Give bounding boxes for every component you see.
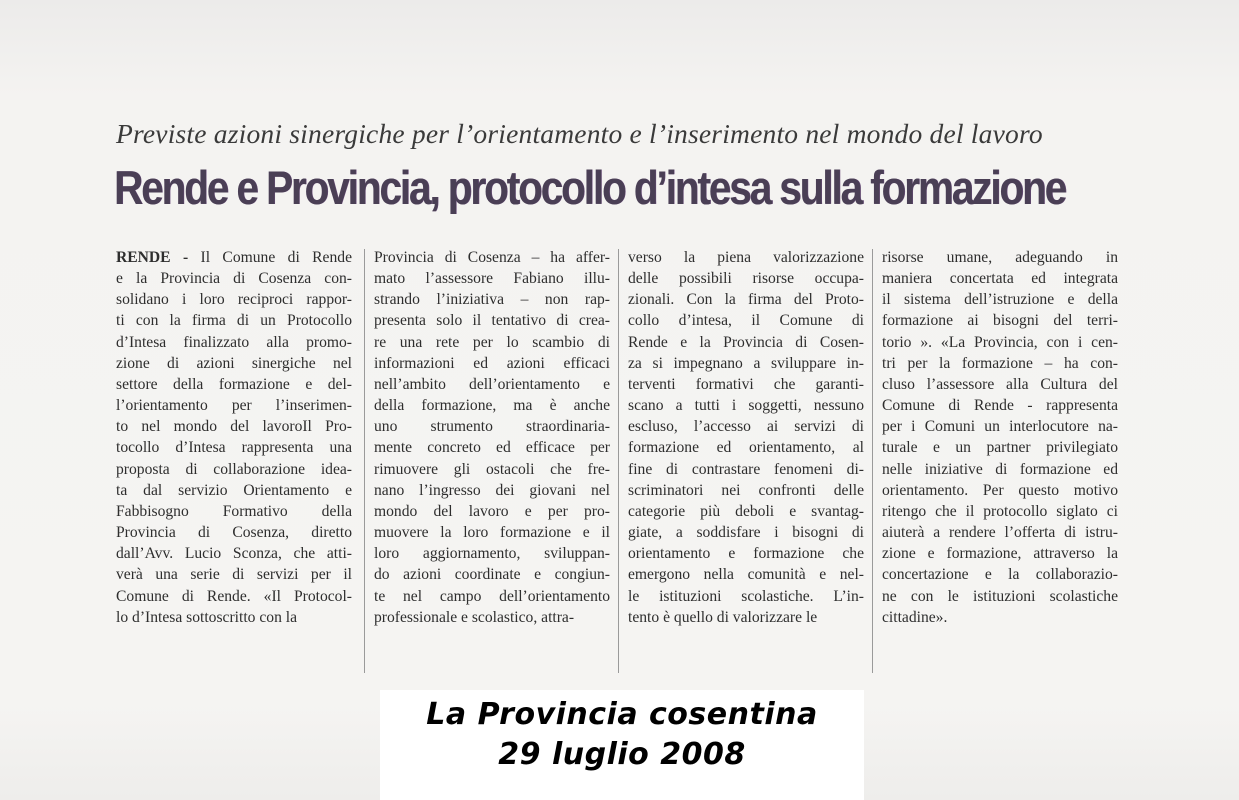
article-line-text: per i Comuni un interlocutore na- bbox=[882, 418, 1118, 436]
article-line-text: il sistema dell’istruzione e della bbox=[882, 291, 1118, 309]
article-line-text: Provincia di Cosenza – ha affer- bbox=[374, 249, 610, 266]
article-line bbox=[374, 437, 610, 458]
article-line bbox=[882, 564, 1118, 585]
article-line-text: do azioni coordinate e congiun- bbox=[374, 566, 610, 584]
article-line-text: zione e formazione, attraverso la bbox=[882, 545, 1118, 563]
article-line-text: cluso l’assessore alla Cultura del bbox=[882, 375, 1118, 393]
article-column-4 bbox=[882, 247, 1118, 628]
article-line-text: formazione ai bisogni del terri- bbox=[882, 312, 1118, 330]
article-line bbox=[116, 353, 352, 374]
article-line bbox=[628, 501, 864, 522]
article-line-text: muovere la loro formazione e il bbox=[374, 524, 610, 542]
article-line bbox=[628, 289, 864, 310]
article-line bbox=[116, 564, 352, 585]
article-line-text: lo d’Intesa sottoscritto con la bbox=[116, 608, 298, 626]
article-line bbox=[882, 416, 1118, 437]
article-line-text: tocollo d’Intesa rappresenta una bbox=[116, 439, 352, 457]
article-line bbox=[882, 332, 1118, 353]
article-line-text: giate, a soddisfare i bisogni di bbox=[628, 524, 864, 542]
article-line-text: turale e un partner privilegiato bbox=[882, 439, 1118, 457]
article-line-text: re una rete per lo scambio di bbox=[374, 333, 610, 351]
article-line bbox=[882, 437, 1118, 458]
article-line-text: dall’Avv. Lucio Sconza, che atti- bbox=[116, 545, 352, 563]
article-line bbox=[116, 332, 352, 353]
article-line bbox=[882, 586, 1118, 607]
article-line-text: nano l’ingresso dei giovani nel bbox=[374, 481, 610, 499]
article-line bbox=[882, 374, 1118, 395]
article-line-text: le istituzioni scolastiche. L’in- bbox=[628, 587, 864, 605]
article-line bbox=[628, 353, 864, 374]
article-line bbox=[628, 564, 864, 585]
caption-source: La Provincia cosentina bbox=[426, 697, 818, 732]
article-line bbox=[882, 353, 1118, 374]
caption-date: 29 luglio 2008 bbox=[498, 737, 746, 772]
article-line-text: rimuovere gli ostacoli che fre- bbox=[374, 460, 610, 478]
article-line bbox=[374, 310, 610, 331]
article-line bbox=[116, 501, 352, 522]
article-line bbox=[628, 586, 864, 607]
article-line-text: mato l’assessore Fabiano illu- bbox=[374, 270, 610, 288]
article-line-text: professionale e scolastico, attra- bbox=[374, 608, 575, 626]
article-line-text: scano a tutti i soggetti, nessuno bbox=[628, 397, 864, 415]
article-line bbox=[116, 522, 352, 543]
article-line-text: orientamento. Per questo motivo bbox=[882, 481, 1118, 499]
article-line bbox=[882, 480, 1118, 501]
article-line bbox=[374, 543, 610, 564]
article-line bbox=[116, 374, 352, 395]
article-line-text: Comune di Rende. «Il Protocol- bbox=[116, 587, 352, 605]
column-divider bbox=[364, 249, 365, 673]
article-kicker: Previste azioni sinergiche per l’orientamento e l’inserimento nel mondo del lavoro bbox=[116, 118, 1043, 149]
article-line bbox=[374, 480, 610, 501]
article-line bbox=[116, 289, 352, 310]
article-line bbox=[628, 543, 864, 564]
article-line-text: Rende e la Provincia di Cosen- bbox=[628, 333, 864, 351]
article-line-text: ritengo che il protocollo siglato ci bbox=[882, 502, 1118, 520]
article-line-text: cittadine». bbox=[882, 608, 948, 626]
article-line bbox=[628, 374, 864, 395]
article-line-text: d’Intesa finalizzato alla promo- bbox=[116, 333, 352, 351]
column-divider bbox=[872, 249, 873, 673]
article-line-text: to nel mondo del lavoroIl Pro- bbox=[116, 418, 352, 436]
article-line bbox=[628, 332, 864, 353]
article-line-text: verà una serie di servizi per il bbox=[116, 566, 352, 584]
article-line bbox=[628, 522, 864, 543]
article-line-text: aiuterà a rendere l’offerta di istru- bbox=[882, 524, 1118, 542]
article-line bbox=[628, 437, 864, 458]
article-line-text: za si impegnano a sviluppare in- bbox=[628, 354, 864, 372]
article-line bbox=[882, 543, 1118, 564]
article-line bbox=[374, 522, 610, 543]
article-line-text: scriminatori nei confronti delle bbox=[628, 481, 864, 499]
article-line bbox=[374, 332, 610, 353]
article-line-text: collo d’intesa, il Comune di bbox=[628, 312, 864, 330]
article-line-text: Il Comune di Rende bbox=[188, 249, 352, 266]
article-line bbox=[628, 480, 864, 501]
article-line-text: risorse umane, adeguando in bbox=[882, 249, 1118, 266]
article-line-text: uno strumento straordinaria- bbox=[374, 418, 610, 436]
article-column-3 bbox=[628, 247, 864, 628]
article-line bbox=[628, 247, 864, 268]
article-line bbox=[374, 247, 610, 268]
article-line bbox=[882, 459, 1118, 480]
article-line bbox=[116, 543, 352, 564]
article-line bbox=[882, 289, 1118, 310]
article-line-text: verso la piena valorizzazione bbox=[628, 249, 864, 266]
article-line bbox=[882, 522, 1118, 543]
article-line bbox=[116, 310, 352, 331]
article-line-text: nelle iniziative di formazione ed bbox=[882, 460, 1118, 478]
article-line-text: Provincia di Cosenza, diretto bbox=[116, 524, 352, 542]
article-column-1 bbox=[116, 247, 352, 628]
article-headline: Rende e Provincia, protocollo d’intesa sulla formazione bbox=[114, 161, 1066, 214]
article-line bbox=[116, 395, 352, 416]
article-line-text: escluso, l’accesso ai servizi di bbox=[628, 418, 864, 436]
article-line bbox=[374, 501, 610, 522]
article-line bbox=[116, 480, 352, 501]
column-divider bbox=[618, 249, 619, 673]
article-line bbox=[882, 501, 1118, 522]
article-dateline: RENDE - bbox=[116, 249, 189, 266]
article-line-text: emergono nella comunità e nel- bbox=[628, 566, 864, 584]
article-line bbox=[116, 416, 352, 437]
article-line-text: fine di contrastare fenomeni di- bbox=[628, 460, 864, 478]
article-line-text: informazioni ed azioni efficaci bbox=[374, 354, 610, 372]
article-line bbox=[882, 607, 1118, 628]
article-line-text: formazione ed orientamento, al bbox=[628, 439, 864, 457]
article-line-text: orientamento e formazione che bbox=[628, 545, 864, 563]
article-line bbox=[374, 374, 610, 395]
article-line bbox=[374, 395, 610, 416]
article-line-text: nell’ambito dell’orientamento e bbox=[374, 375, 610, 393]
article-line-text: mente concreto ed efficace per bbox=[374, 439, 610, 457]
article-line-text: tento è quello di valorizzare le bbox=[628, 608, 818, 626]
article-line bbox=[116, 437, 352, 458]
article-line-text: torio ». «La Provincia, con i cen- bbox=[882, 333, 1118, 351]
article-line-text: terventi formativi che garanti- bbox=[628, 375, 864, 393]
article-line bbox=[116, 268, 352, 289]
article-line-text: Comune di Rende - rappresenta bbox=[882, 397, 1118, 415]
article-line-text: e la Provincia di Cosenza con- bbox=[116, 270, 352, 288]
article-line bbox=[374, 289, 610, 310]
article-line bbox=[374, 459, 610, 480]
article-line-text: presenta solo il tentativo di crea- bbox=[374, 312, 610, 330]
article-line-text: ta dal servizio Orientamento e bbox=[116, 481, 352, 499]
article-line-text: proposta di collaborazione idea- bbox=[116, 460, 352, 478]
article-line bbox=[628, 607, 864, 628]
article-line-text: delle possibili risorse occupa- bbox=[628, 270, 864, 288]
article-line bbox=[374, 564, 610, 585]
article-line-text: della formazione, ma è anche bbox=[374, 397, 610, 415]
article-line bbox=[882, 395, 1118, 416]
article-line-text: ne con le istituzioni scolastiche bbox=[882, 587, 1118, 605]
article-body bbox=[116, 247, 1118, 687]
article-line-text: te nel campo dell’orientamento bbox=[374, 587, 610, 605]
article-line bbox=[628, 268, 864, 289]
article-line bbox=[374, 586, 610, 607]
article-line bbox=[882, 247, 1118, 268]
article-line bbox=[374, 416, 610, 437]
article-line-text: zionali. Con la firma del Proto- bbox=[628, 291, 864, 309]
article-line-text: maniera concertata ed integrata bbox=[882, 270, 1118, 288]
article-line-text: l’orientamento per l’inserimen- bbox=[116, 397, 352, 415]
article-line bbox=[374, 268, 610, 289]
article-line bbox=[374, 353, 610, 374]
article-line bbox=[116, 586, 352, 607]
article-line bbox=[116, 247, 352, 268]
article-line bbox=[628, 395, 864, 416]
article-line bbox=[628, 310, 864, 331]
article-line-text: zione di azioni sinergiche nel bbox=[116, 354, 352, 372]
article-line-text: loro aggiornamento, sviluppan- bbox=[374, 545, 610, 563]
article-line bbox=[116, 459, 352, 480]
article-line bbox=[882, 310, 1118, 331]
article-line-text: settore della formazione e del- bbox=[116, 375, 352, 393]
article-line bbox=[628, 459, 864, 480]
article-line-text: strando l’iniziativa – non rap- bbox=[374, 291, 610, 309]
article-line-text: tri per la formazione – ha con- bbox=[882, 354, 1118, 372]
article-line-text: ti con la firma di un Protocollo bbox=[116, 312, 352, 330]
article-line-text: categorie più deboli e svantag- bbox=[628, 502, 864, 520]
article-line-text: mondo del lavoro e per pro- bbox=[374, 502, 610, 520]
article-line bbox=[116, 607, 352, 628]
article-line-text: solidano i loro reciproci rappor- bbox=[116, 291, 352, 309]
article-line bbox=[882, 268, 1118, 289]
article-line bbox=[374, 607, 610, 628]
article-column-2 bbox=[374, 247, 610, 628]
article-line bbox=[628, 416, 864, 437]
article-line-text: concertazione e la collaborazio- bbox=[882, 566, 1118, 584]
article-line-text: Fabbisogno Formativo della bbox=[116, 502, 352, 520]
